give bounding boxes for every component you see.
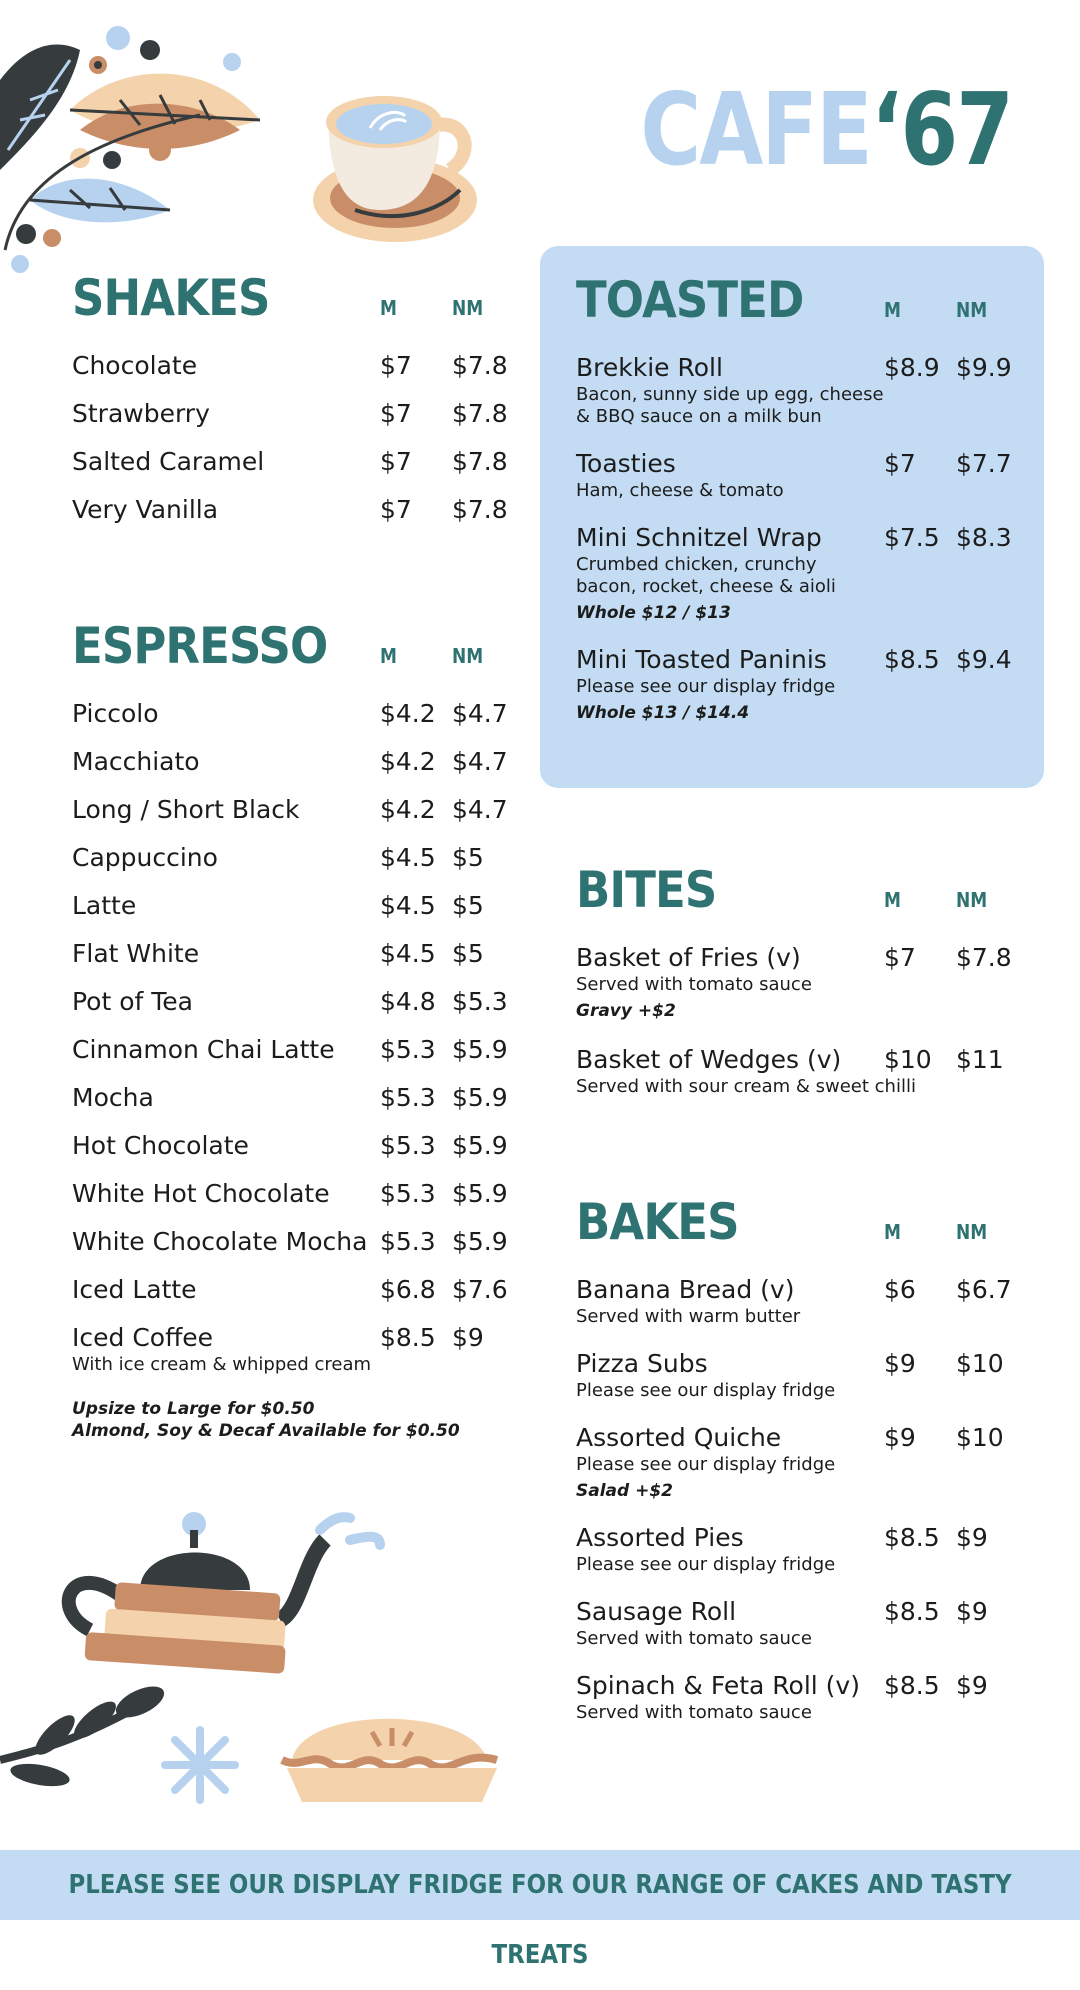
item-name: Iced Coffee bbox=[72, 1323, 214, 1352]
menu-item bbox=[72, 986, 512, 1018]
menu-item bbox=[576, 644, 1016, 724]
item-description: Please see our display fridge bbox=[576, 1554, 836, 1575]
milk-options-note: Almond, Soy & Decaf Available for $0.50 bbox=[72, 1421, 460, 1441]
section-title: BAKES bbox=[576, 1193, 739, 1251]
item-description: Bacon, sunny side up egg, cheese bbox=[576, 384, 884, 405]
price-m: $7.5 bbox=[884, 523, 940, 552]
menu-item bbox=[576, 1670, 1016, 1724]
item-name: Brekkie Roll bbox=[576, 353, 723, 382]
menu-item bbox=[72, 746, 512, 778]
price-nm: $9 bbox=[452, 1323, 484, 1352]
price-nm: $9 bbox=[956, 1597, 988, 1626]
price-m: $4.2 bbox=[380, 699, 436, 728]
upsize-note: Upsize to Large for $0.50 bbox=[72, 1399, 315, 1419]
item-note: Whole $13 / $14.4 bbox=[576, 703, 750, 723]
col-header-m: M bbox=[884, 1220, 901, 1244]
item-name: Piccolo bbox=[72, 699, 159, 728]
item-name: Basket of Fries (v) bbox=[576, 943, 801, 972]
menu-item bbox=[576, 1422, 1016, 1502]
menu-item bbox=[72, 494, 512, 526]
menu-item bbox=[72, 1274, 512, 1306]
price-m: $4.2 bbox=[380, 795, 436, 824]
price-nm: $8.3 bbox=[956, 523, 1012, 552]
price-m: $6.8 bbox=[380, 1275, 436, 1304]
item-note: Whole $12 / $13 bbox=[576, 603, 731, 623]
price-m: $4.5 bbox=[380, 843, 436, 872]
coffee-cup-icon bbox=[310, 90, 490, 250]
item-name: White Chocolate Mocha bbox=[72, 1227, 368, 1256]
item-name: Assorted Pies bbox=[576, 1523, 744, 1552]
section-title: SHAKES bbox=[72, 269, 270, 327]
menu-item bbox=[72, 698, 512, 730]
price-nm: $9 bbox=[956, 1671, 988, 1700]
price-nm: $6.7 bbox=[956, 1275, 1012, 1304]
price-nm: $4.7 bbox=[452, 747, 508, 776]
price-nm: $11 bbox=[956, 1045, 1004, 1074]
price-m: $6 bbox=[884, 1275, 916, 1304]
price-m: $7 bbox=[380, 351, 412, 380]
col-header-nm: NM bbox=[956, 298, 988, 322]
price-m: $8.5 bbox=[884, 645, 940, 674]
price-nm: $5.9 bbox=[452, 1035, 508, 1064]
price-nm: $5.9 bbox=[452, 1227, 508, 1256]
price-m: $4.5 bbox=[380, 891, 436, 920]
item-description: Crumbed chicken, crunchy bbox=[576, 554, 817, 575]
item-name: Sausage Roll bbox=[576, 1597, 737, 1626]
price-nm: $4.7 bbox=[452, 699, 508, 728]
menu-item bbox=[576, 1522, 1016, 1576]
item-name: Mini Toasted Paninis bbox=[576, 645, 827, 674]
item-name: White Hot Chocolate bbox=[72, 1179, 330, 1208]
branch-icon bbox=[0, 1680, 170, 1790]
price-nm: $5.9 bbox=[452, 1083, 508, 1112]
item-name: Pot of Tea bbox=[72, 987, 193, 1016]
price-m: $7 bbox=[884, 449, 916, 478]
price-nm: $7.6 bbox=[452, 1275, 508, 1304]
price-nm: $9.9 bbox=[956, 353, 1012, 382]
price-nm: $4.7 bbox=[452, 795, 508, 824]
item-description: Please see our display fridge bbox=[576, 1380, 836, 1401]
footer-text: PLEASE SEE OUR DISPLAY FRIDGE FOR OUR RANGE OF CAKES AND TASTY TREATS bbox=[68, 1870, 1012, 1970]
menu-item bbox=[72, 1178, 512, 1210]
price-nm: $7.8 bbox=[956, 943, 1012, 972]
menu-item bbox=[576, 942, 1016, 1022]
col-header-m: M bbox=[380, 644, 397, 668]
bakes-section bbox=[576, 1194, 1016, 1744]
item-description: & BBQ sauce on a milk bun bbox=[576, 406, 822, 427]
price-m: $8.5 bbox=[380, 1323, 436, 1352]
item-description: Please see our display fridge bbox=[576, 1454, 836, 1475]
footer-banner bbox=[0, 1850, 1080, 1970]
menu-item bbox=[72, 794, 512, 826]
item-description: Served with tomato sauce bbox=[576, 1628, 812, 1649]
item-description: bacon, rocket, cheese & aioli bbox=[576, 576, 836, 597]
price-nm: $7.8 bbox=[452, 399, 508, 428]
item-name: Flat White bbox=[72, 939, 200, 968]
item-name: Cinnamon Chai Latte bbox=[72, 1035, 335, 1064]
menu-item bbox=[72, 1130, 512, 1162]
price-nm: $7.7 bbox=[956, 449, 1012, 478]
price-m: $5.3 bbox=[380, 1179, 436, 1208]
price-m: $5.3 bbox=[380, 1131, 436, 1160]
item-name: Chocolate bbox=[72, 351, 198, 380]
item-description: Ham, cheese & tomato bbox=[576, 480, 784, 501]
price-nm: $7.8 bbox=[452, 447, 508, 476]
item-description: Served with warm butter bbox=[576, 1306, 801, 1327]
menu-item bbox=[72, 938, 512, 970]
item-name: Strawberry bbox=[72, 399, 210, 428]
item-name: Pizza Subs bbox=[576, 1349, 708, 1378]
menu-item bbox=[72, 398, 512, 430]
price-m: $8.5 bbox=[884, 1671, 940, 1700]
item-description: Served with tomato sauce bbox=[576, 974, 812, 995]
item-description: With ice cream & whipped cream bbox=[72, 1354, 372, 1375]
item-name: Long / Short Black bbox=[72, 795, 300, 824]
menu-item bbox=[72, 350, 512, 382]
menu-item bbox=[576, 1348, 1016, 1402]
logo-part-1: CAFE bbox=[640, 71, 871, 188]
menu-item bbox=[576, 448, 1016, 502]
section-title: BITES bbox=[576, 861, 717, 919]
item-note: Salad +$2 bbox=[576, 1481, 674, 1501]
price-m: $7 bbox=[884, 943, 916, 972]
item-description: Please see our display fridge bbox=[576, 676, 836, 697]
item-name: Banana Bread (v) bbox=[576, 1275, 795, 1304]
section-title: TOASTED bbox=[576, 271, 804, 329]
price-m: $8.5 bbox=[884, 1597, 940, 1626]
price-m: $8.9 bbox=[884, 353, 940, 382]
menu-item bbox=[72, 1082, 512, 1114]
price-nm: $7.8 bbox=[452, 495, 508, 524]
splash-icon bbox=[155, 1720, 245, 1810]
item-name: Cappuccino bbox=[72, 843, 218, 872]
item-name: Toasties bbox=[576, 449, 676, 478]
price-nm: $5 bbox=[452, 939, 484, 968]
menu-item bbox=[72, 1226, 512, 1258]
col-header-nm: NM bbox=[452, 644, 484, 668]
item-description: Served with tomato sauce bbox=[576, 1702, 812, 1723]
item-name: Macchiato bbox=[72, 747, 200, 776]
price-m: $7 bbox=[380, 447, 412, 476]
pie-icon bbox=[272, 1710, 512, 1810]
price-nm: $5.9 bbox=[452, 1179, 508, 1208]
price-nm: $10 bbox=[956, 1423, 1004, 1452]
bites-section bbox=[576, 862, 1016, 1120]
section-title: ESPRESSO bbox=[72, 617, 328, 675]
price-m: $4.8 bbox=[380, 987, 436, 1016]
item-description: Served with sour cream & sweet chilli bbox=[576, 1076, 916, 1097]
price-nm: $5 bbox=[452, 891, 484, 920]
price-m: $9 bbox=[884, 1423, 916, 1452]
price-nm: $5.3 bbox=[452, 987, 508, 1016]
item-name: Hot Chocolate bbox=[72, 1131, 249, 1160]
price-m: $9 bbox=[884, 1349, 916, 1378]
teapot-icon bbox=[50, 1500, 390, 1690]
col-header-m: M bbox=[380, 296, 397, 320]
cafe-logo bbox=[640, 71, 1012, 188]
shakes-section bbox=[72, 270, 512, 542]
price-m: $4.5 bbox=[380, 939, 436, 968]
menu-item bbox=[576, 1274, 1016, 1328]
menu-item bbox=[576, 1044, 1016, 1098]
price-m: $5.3 bbox=[380, 1083, 436, 1112]
price-m: $4.2 bbox=[380, 747, 436, 776]
price-nm: $5.9 bbox=[452, 1131, 508, 1160]
price-nm: $9.4 bbox=[956, 645, 1012, 674]
col-header-m: M bbox=[884, 298, 901, 322]
col-header-nm: NM bbox=[956, 1220, 988, 1244]
menu-item bbox=[576, 522, 1016, 624]
price-m: $10 bbox=[884, 1045, 932, 1074]
menu-item bbox=[576, 1596, 1016, 1650]
item-name: Basket of Wedges (v) bbox=[576, 1045, 842, 1074]
item-note: Gravy +$2 bbox=[576, 1001, 676, 1021]
item-name: Latte bbox=[72, 891, 137, 920]
menu-item bbox=[72, 1322, 512, 1376]
price-m: $7 bbox=[380, 495, 412, 524]
item-name: Spinach & Feta Roll (v) bbox=[576, 1671, 860, 1700]
menu-item bbox=[72, 842, 512, 874]
item-name: Assorted Quiche bbox=[576, 1423, 782, 1452]
espresso-section bbox=[72, 618, 512, 1442]
item-name: Very Vanilla bbox=[72, 495, 219, 524]
item-name: Mini Schnitzel Wrap bbox=[576, 523, 822, 552]
price-nm: $10 bbox=[956, 1349, 1004, 1378]
menu-item bbox=[576, 352, 1016, 428]
leaves-illustration bbox=[0, 20, 270, 280]
logo-part-2: ‘67 bbox=[870, 71, 1012, 188]
price-m: $8.5 bbox=[884, 1523, 940, 1552]
menu-item bbox=[72, 890, 512, 922]
price-nm: $7.8 bbox=[452, 351, 508, 380]
toasted-section bbox=[576, 272, 1016, 744]
price-m: $7 bbox=[380, 399, 412, 428]
menu-item bbox=[72, 446, 512, 478]
menu-item bbox=[72, 1034, 512, 1066]
price-nm: $5 bbox=[452, 843, 484, 872]
price-m: $5.3 bbox=[380, 1227, 436, 1256]
price-nm: $9 bbox=[956, 1523, 988, 1552]
col-header-nm: NM bbox=[452, 296, 484, 320]
col-header-nm: NM bbox=[956, 888, 988, 912]
item-name: Mocha bbox=[72, 1083, 154, 1112]
price-m: $5.3 bbox=[380, 1035, 436, 1064]
item-name: Iced Latte bbox=[72, 1275, 197, 1304]
col-header-m: M bbox=[884, 888, 901, 912]
item-name: Salted Caramel bbox=[72, 447, 265, 476]
